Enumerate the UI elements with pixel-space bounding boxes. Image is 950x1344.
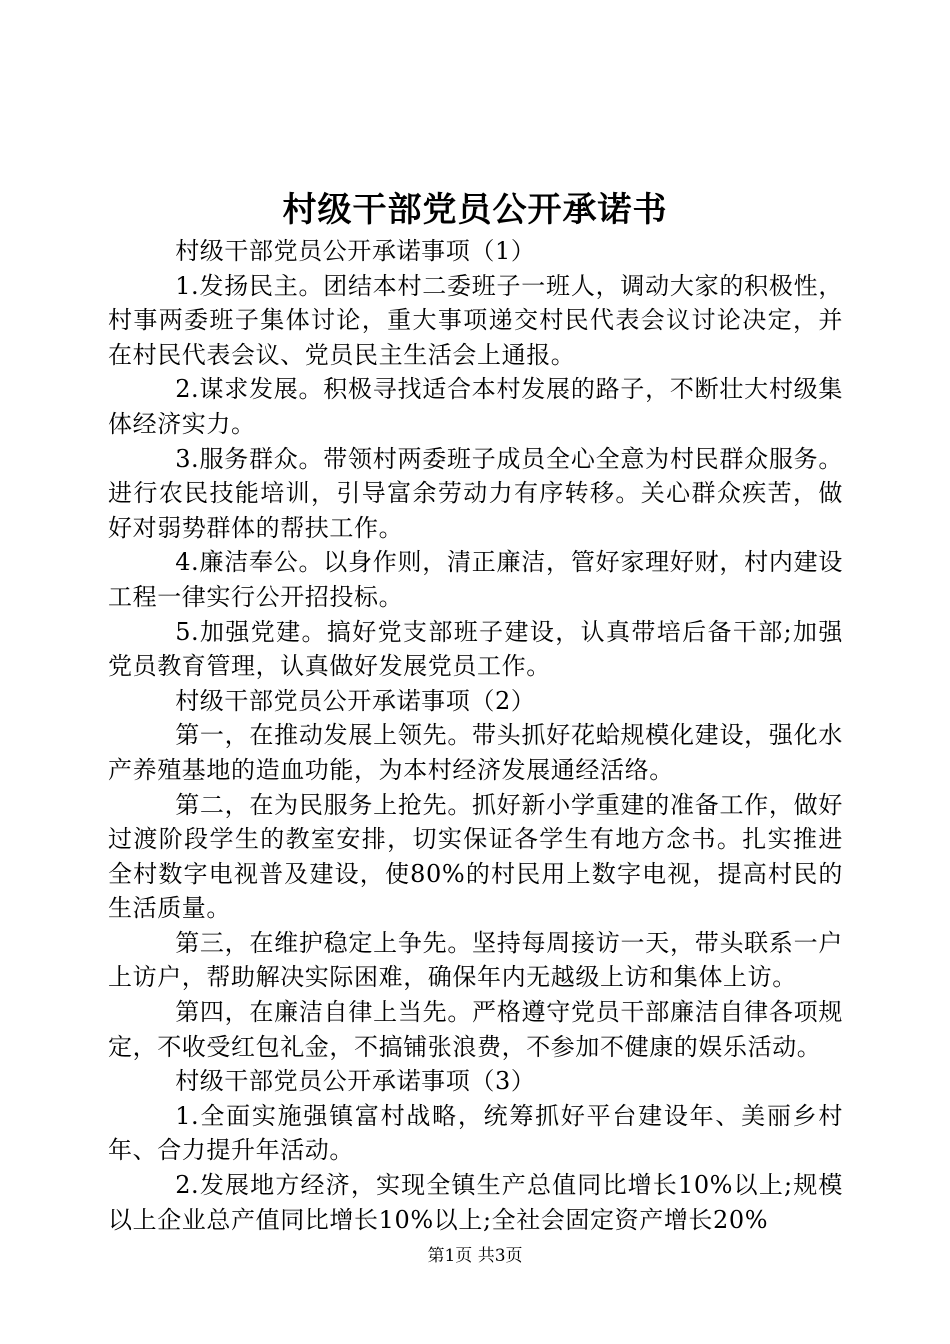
commitment-item: 5.加强党建。搞好党支部班子建设，认真带培后备干部;加强党员教育管理，认真做好发展党员工作。: [108, 617, 843, 681]
commitment-item: 第一，在推动发展上领先。带头抓好花蛤规模化建设，强化水产养殖基地的造血功能，为本村经济发展通经活络。: [108, 721, 843, 784]
document-body: [108, 234, 843, 1237]
commitment-item: 2.谋求发展。积极寻找适合本村发展的路子，不断壮大村级集体经济实力。: [108, 375, 843, 438]
commitment-item: 1.全面实施强镇富村战略，统筹抓好平台建设年、美丽乡村年、合力提升年活动。: [108, 1101, 843, 1165]
section-heading-2: 村级干部党员公开承诺事项（2）: [175, 686, 536, 715]
commitment-item: 4.廉洁奉公。以身作则，清正廉洁，管好家理好财，村内建设工程一律实行公开招投标。: [108, 548, 843, 611]
commitment-item: 3.服务群众。带领村两委班子成员全心全意为村民群众服务。进行农民技能培训，引导富余劳动力有序转移。关心群众疾苦，做好对弱势群体的帮扶工作。: [108, 444, 843, 542]
commitment-item: 第三，在维护稳定上争先。坚持每周接访一天，带头联系一户上访户，帮助解决实际困难，确保年内无越级上访和集体上访。: [108, 928, 843, 992]
section-heading-3: 村级干部党员公开承诺事项（3）: [175, 1067, 536, 1096]
commitment-item: 第二，在为民服务上抢先。抓好新小学重建的准备工作，做好过渡阶段学生的教室安排，切实保证各学生有地方念书。扎实推进全村数字电视普及建设，使80%的村民用上数字电视，提高村民的生活质量。: [108, 790, 843, 923]
page-footer: 第1页 共3页: [427, 1246, 523, 1266]
commitment-item: 2.发展地方经济，实现全镇生产总值同比增长10%以上;规模以上企业总产值同比增长10%以上;全社会固定资产增长20%: [108, 1171, 843, 1234]
commitment-item: 1.发扬民主。团结本村二委班子一班人，调动大家的积极性，村事两委班子集体讨论，重大事项递交村民代表会议讨论决定，并在村民代表会议、党员民主生活会上通报。: [108, 271, 843, 369]
commitment-item: 第四，在廉洁自律上当先。严格遵守党员干部廉洁自律各项规定，不收受红包礼金，不搞铺张浪费，不参加不健康的娱乐活动。: [108, 998, 843, 1061]
document-title: 村级干部党员公开承诺书: [282, 190, 668, 230]
section-heading-1: 村级干部党员公开承诺事项（1）: [175, 237, 536, 265]
